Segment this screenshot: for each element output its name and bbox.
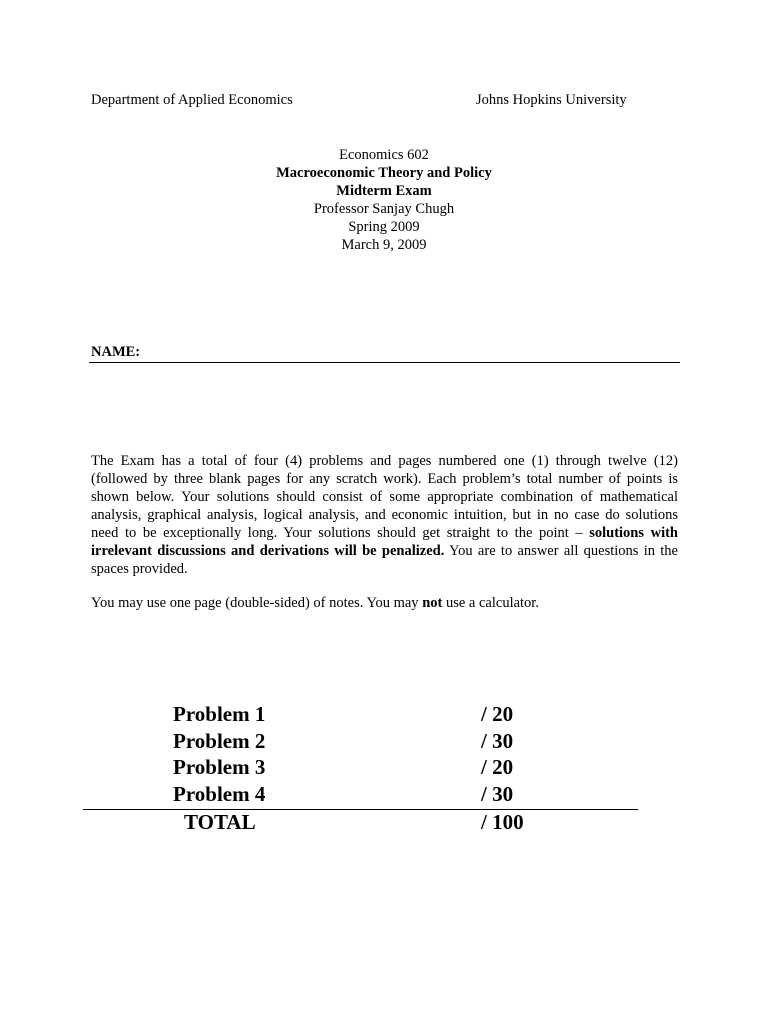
department-name: Department of Applied Economics <box>91 92 293 108</box>
name-label: NAME: <box>91 344 141 360</box>
course-number: Economics 602 <box>339 147 429 163</box>
total-label: TOTAL <box>184 810 256 834</box>
notes-policy <box>91 595 539 612</box>
university-name: Johns Hopkins University <box>476 92 627 108</box>
total-row <box>0 810 768 837</box>
course-title: Macroeconomic Theory and Policy <box>276 165 492 181</box>
exam-title-block <box>0 146 768 254</box>
instructions-text-2: You are to answer all questions in the spaces provided. <box>91 543 678 577</box>
instructions-warning: solutions with irrelevant discussions and derivations will be penalized. <box>91 525 678 559</box>
notes-text-1: You may use one page (double-sided) of notes. You may <box>91 595 423 611</box>
total-divider <box>83 809 638 810</box>
score-row <box>0 702 768 729</box>
problem-points: / 30 <box>481 782 514 806</box>
name-field-line <box>89 362 680 363</box>
problem-label: Problem 4 <box>173 782 266 806</box>
notes-emphasis: not <box>422 595 443 611</box>
problem-points: / 20 <box>481 755 514 779</box>
problem-points: / 20 <box>481 702 514 726</box>
instructions-text-1: The Exam has a total of four (4) problems and pages numbered one (1) through twelve (12) (followed by three blank pages for any scratch work). Each problem’s total number of points is shown below. Your solutions should consist of some appropriate combination of mathematical analysis, graphical analysis, logical analysis, and economic intuition, but in no case do solutions need to be exceptionally long. Your solutions should get straight to the point – <box>91 453 678 541</box>
exam-instructions <box>91 452 678 578</box>
score-row <box>0 729 768 756</box>
exam-name: Midterm Exam <box>336 183 432 199</box>
exam-date: March 9, 2009 <box>341 237 427 253</box>
professor-name: Professor Sanjay Chugh <box>313 201 455 217</box>
problem-label: Problem 1 <box>173 702 266 726</box>
problem-points: / 30 <box>481 729 514 753</box>
total-points: / 100 <box>481 810 524 834</box>
score-row <box>0 782 768 809</box>
exam-term: Spring 2009 <box>348 219 420 235</box>
score-row <box>0 755 768 782</box>
problem-label: Problem 3 <box>173 755 266 779</box>
problem-label: Problem 2 <box>173 729 266 753</box>
notes-text-2: use a calculator. <box>442 595 539 611</box>
